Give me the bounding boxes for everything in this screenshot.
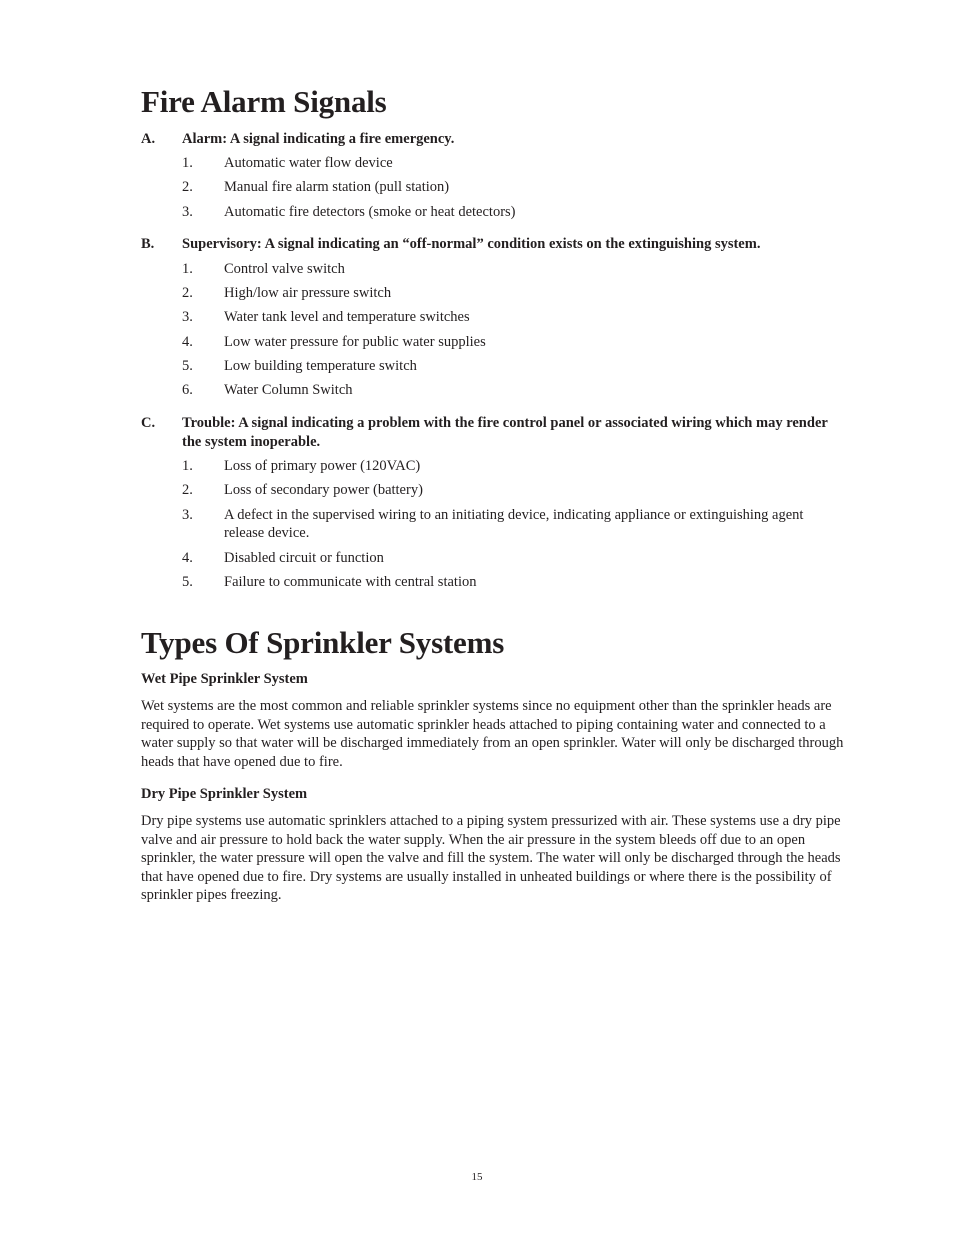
list-item (141, 284, 846, 302)
wet-pipe-heading: Wet Pipe Sprinkler System (141, 671, 308, 687)
item-text: Manual fire alarm station (pull station) (224, 179, 450, 195)
list-item (141, 573, 846, 591)
dry-pipe-paragraph: Dry pipe systems use automatic sprinklers attached to a piping system pressurized with air. These systems use a dry pipe valve and air pressure to hold back the water supply. When the air pressure in the system bleeds off due to an open sprinkler, the water pressure will open the valve and fill the system. The water will only be discharged through the heads that have opened due to fire. Dry systems are usually installed in unheated buildings or where there is the possibility of sprinkler pipes freezing. (141, 813, 841, 904)
sprinkler-title: Types Of Sprinkler Systems (141, 625, 505, 660)
item-text: Water tank level and temperature switches (224, 309, 470, 325)
list-item (141, 333, 846, 351)
item-list (141, 457, 846, 591)
item-number: 1. (182, 155, 193, 171)
section-heading (141, 235, 846, 254)
section-c (141, 414, 846, 591)
item-text: A defect in the supervised wiring to an initiating device, indicating appliance or extinguishing agent release device. (224, 507, 804, 541)
item-number: 3. (182, 507, 193, 523)
item-number: 4. (182, 334, 193, 350)
item-text: Low water pressure for public water supplies (224, 334, 486, 350)
item-number: 2. (182, 179, 193, 195)
item-text: Automatic fire detectors (smoke or heat detectors) (224, 204, 516, 220)
list-item (141, 506, 846, 542)
item-text: Water Column Switch (224, 382, 353, 398)
item-number: 3. (182, 204, 193, 220)
item-text: High/low air pressure switch (224, 285, 392, 301)
list-item (141, 154, 846, 172)
item-number: 3. (182, 309, 193, 325)
section-letter: C. (141, 415, 156, 431)
section-letter: B. (141, 236, 155, 252)
item-number: 6. (182, 382, 193, 398)
item-list (141, 260, 846, 399)
item-text: Control valve switch (224, 261, 345, 277)
section-b (141, 235, 846, 399)
section-heading-text: Trouble: A signal indicating a problem with the fire control panel or associated wiring which may render the system inoperable. (182, 415, 828, 450)
section-heading-text: Supervisory: A signal indicating an “off-normal” condition exists on the extinguishing system. (182, 236, 761, 252)
item-number: 4. (182, 550, 193, 566)
fire-alarm-title: Fire Alarm Signals (141, 84, 387, 119)
list-item (141, 260, 846, 278)
list-item (141, 357, 846, 375)
wet-pipe-paragraph: Wet systems are the most common and reliable sprinkler systems since no equipment other than the sprinkler heads are required to operate. Wet systems use automatic sprinkler heads attached to piping containing water and connected to a water supply so that water will be discharged immediately from an open sprinkler. Water will only be discharged through heads that have opened due to fire. (141, 698, 844, 770)
section-letter: A. (141, 131, 156, 147)
item-text: Loss of primary power (120VAC) (224, 458, 421, 474)
section-a (141, 130, 846, 221)
list-item (141, 481, 846, 499)
list-item (141, 381, 846, 399)
dry-pipe-heading: Dry Pipe Sprinkler System (141, 786, 308, 802)
item-list (141, 154, 846, 221)
list-item (141, 549, 846, 567)
list-item (141, 178, 846, 196)
item-text: Disabled circuit or function (224, 550, 384, 566)
item-number: 1. (182, 261, 193, 277)
item-number: 5. (182, 358, 193, 374)
list-item (141, 457, 846, 475)
list-item (141, 203, 846, 221)
item-text: Automatic water flow device (224, 155, 393, 171)
page-number: 15 (471, 1171, 483, 1183)
section-heading (141, 130, 846, 149)
item-number: 2. (182, 285, 193, 301)
section-heading-text: Alarm: A signal indicating a fire emergency. (182, 131, 455, 147)
section-heading (141, 414, 846, 452)
item-number: 2. (182, 482, 193, 498)
list-item (141, 308, 846, 326)
item-number: 5. (182, 574, 193, 590)
item-text: Low building temperature switch (224, 358, 417, 374)
item-text: Loss of secondary power (battery) (224, 482, 423, 498)
item-text: Failure to communicate with central station (224, 574, 477, 590)
item-number: 1. (182, 458, 193, 474)
